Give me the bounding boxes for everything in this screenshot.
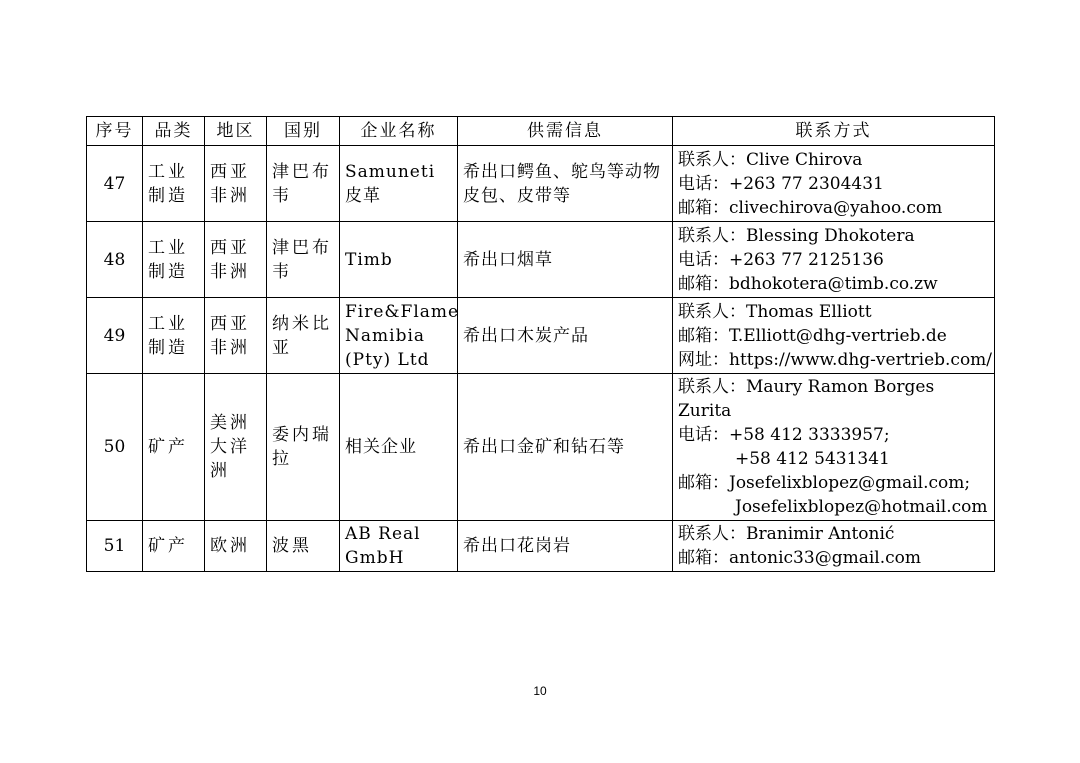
contact-phone: 电话：+263 77 2125136	[678, 249, 884, 270]
region-cell: 西亚非洲	[205, 146, 267, 222]
category-cell: 工业制造	[143, 146, 205, 222]
contact-person: 联系人：Maury Ramon Borges Zurita	[678, 377, 935, 421]
contact-person: 联系人：Branimir Antonić	[678, 524, 895, 544]
header-category: 品类	[143, 117, 205, 146]
contact-email: 邮箱：Josefelixblopez@gmail.com;	[678, 473, 971, 493]
region-cell: 欧洲	[205, 521, 267, 572]
contact-email-2: Josefelixblopez@hotmail.com	[735, 497, 988, 517]
contact-email: 邮箱：T.Elliott@dhg-vertrieb.de	[678, 325, 947, 346]
country-cell: 津巴布韦	[267, 222, 340, 298]
category-cell: 工业制造	[143, 298, 205, 374]
contact-person: 联系人：Blessing Dhokotera	[678, 225, 915, 246]
category-cell: 矿产	[143, 374, 205, 521]
region-cell: 西亚非洲	[205, 298, 267, 374]
header-contact: 联系方式	[673, 117, 995, 146]
country-cell: 纳米比亚	[267, 298, 340, 374]
table-row	[87, 298, 995, 374]
contact-cell	[673, 298, 995, 374]
header-seq: 序号	[87, 117, 143, 146]
seq-cell: 47	[87, 146, 143, 222]
supply-cell: 希出口金矿和钻石等	[458, 374, 673, 521]
contact-cell	[673, 374, 995, 521]
contact-email: 邮箱：clivechirova@yahoo.com	[678, 197, 943, 218]
contact-email: 邮箱：bdhokotera@timb.co.zw	[678, 273, 938, 294]
contact-person: 联系人：Thomas Elliott	[678, 301, 872, 322]
category-cell: 矿产	[143, 521, 205, 572]
company-cell: Fire&Flame Namibia (Pty) Ltd	[340, 298, 458, 374]
table-row	[87, 521, 995, 572]
contact-cell	[673, 146, 995, 222]
supply-cell: 希出口鳄鱼、鸵鸟等动物皮包、皮带等	[458, 146, 673, 222]
table-row	[87, 374, 995, 521]
seq-cell: 48	[87, 222, 143, 298]
company-cell: Samuneti 皮革	[340, 146, 458, 222]
contact-cell	[673, 521, 995, 572]
seq-cell: 49	[87, 298, 143, 374]
supply-cell: 希出口烟草	[458, 222, 673, 298]
header-region: 地区	[205, 117, 267, 146]
table-row	[87, 222, 995, 298]
contact-website: 网址：https://www.dhg-vertrieb.com/	[678, 349, 993, 370]
company-cell: 相关企业	[340, 374, 458, 521]
seq-cell: 50	[87, 374, 143, 521]
contact-email: 邮箱：antonic33@gmail.com	[678, 548, 921, 568]
supply-cell: 希出口木炭产品	[458, 298, 673, 374]
contact-phone-2: +58 412 5431341	[735, 449, 890, 469]
table-row	[87, 146, 995, 222]
company-cell: AB Real GmbH	[340, 521, 458, 572]
header-company: 企业名称	[340, 117, 458, 146]
country-cell: 津巴布韦	[267, 146, 340, 222]
country-cell: 波黑	[267, 521, 340, 572]
seq-cell: 51	[87, 521, 143, 572]
region-cell: 西亚非洲	[205, 222, 267, 298]
table-header-row	[87, 117, 995, 146]
category-cell: 工业制造	[143, 222, 205, 298]
supply-cell: 希出口花岗岩	[458, 521, 673, 572]
country-cell: 委内瑞拉	[267, 374, 340, 521]
contact-person: 联系人：Clive Chirova	[678, 149, 863, 170]
contact-cell	[673, 222, 995, 298]
header-country: 国别	[267, 117, 340, 146]
company-cell: Timb	[340, 222, 458, 298]
header-supply: 供需信息	[458, 117, 673, 146]
page-number: 10	[533, 684, 547, 698]
contact-phone: 电话：+263 77 2304431	[678, 173, 884, 194]
supply-demand-table	[86, 116, 995, 572]
contact-phone: 电话：+58 412 3333957;	[678, 425, 890, 445]
region-cell: 美洲大洋洲	[205, 374, 267, 521]
